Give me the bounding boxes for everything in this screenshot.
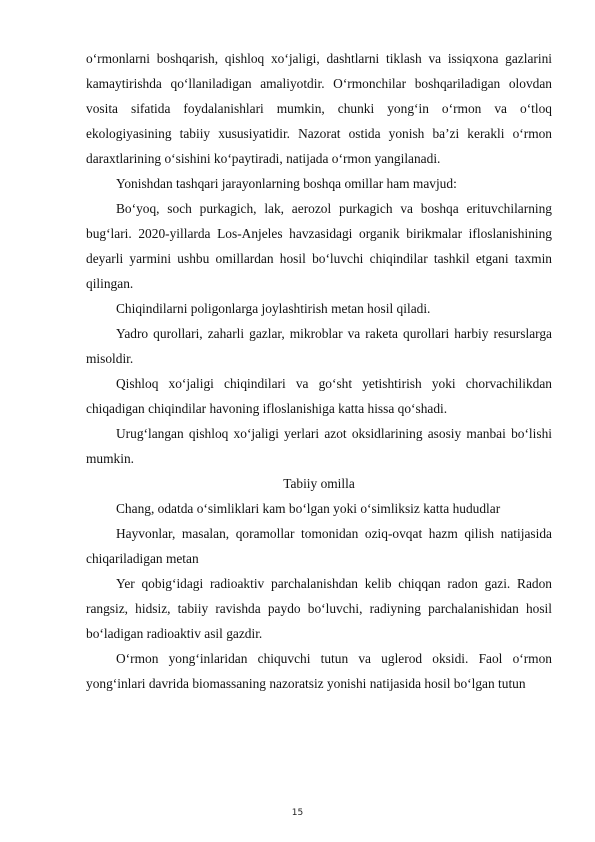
paragraph-fertilized-land: Urug‘langan qishloq xo‘jaligi yerlari azot oksidlarining asosiy manbai bo‘lishi mumkin. <box>86 426 552 466</box>
body-text <box>86 46 552 696</box>
section-heading: Tabiiy omilla <box>283 476 355 491</box>
paragraph-other-factors-intro: Yonishdan tashqari jarayonlarning boshqa omillar ham mavjud: <box>116 176 457 191</box>
paragraph-agricultural-waste: Qishloq xo‘jaligi chiqindilari va go‘sht yetishtirish yoki chorvachilikdan chiqadigan chiqindilar havoning ifloslanishiga katta hissa qo‘shadi. <box>86 376 552 416</box>
paragraph-radon-gas: Yer qobig‘idagi radioaktiv parchalanishdan kelib chiqqan radon gazi. Radon rangsiz, hidsiz, tabiiy ravishda paydo bo‘luvchi, radiyning parchalanishidan hosil bo‘ladigan radioaktiv asil gazdir. <box>86 576 552 641</box>
paragraph-military-resources: Yadro qurollari, zaharli gazlar, mikroblar va raketa qurollari harbiy resurslarga misoldir. <box>86 326 552 366</box>
paragraph-solvent-vapors: Bo‘yoq, soch purkagich, lak, aerozol purkagich va boshqa erituvchilarning bug‘lari. 2020-yillarda Los-Anjeles havzasidagi organik birikmalar ifloslanishining deyarli yarmini ushbu omillardan hosil bo‘luvchi chiqindilar tashkil etgani taxmin qilingan. <box>86 201 552 291</box>
page-number: 15 <box>291 808 304 818</box>
paragraph-dust: Chang, odatda o‘simliklari kam bo‘lgan yoki o‘simliksiz katta hududlar <box>116 501 501 516</box>
paragraph-forest-management: o‘rmonlarni boshqarish, qishloq xo‘jaligi, dashtlarni tiklash va issiqxona gazlarini kamaytirishda qo‘llaniladigan amaliyotdir. O‘rmonchilar boshqariladigan olovdan vosita sifatida foydalanishlari mumkin, chunki yong‘in o‘rmon va o‘tloq ekologiyasining tabiiy xususiyatidir. Nazorat ostida yonish ba’zi kerakli o‘rmon daraxtlarining o‘sishini ko‘paytiradi, natijada o‘rmon yangilanadi. <box>86 51 552 166</box>
paragraph-forest-fire-smoke: O‘rmon yong‘inlaridan chiquvchi tutun va uglerod oksidi. Faol o‘rmon yong‘inlari davrida biomassaning nazoratsiz yonishi natijasida hosil bo‘lgan tutun <box>86 651 552 691</box>
paragraph-landfill-methane: Chiqindilarni poligonlarga joylashtirish metan hosil qiladi. <box>116 301 431 316</box>
paragraph-animal-methane: Hayvonlar, masalan, qoramollar tomonidan oziq-ovqat hazm qilish natijasida chiqariladigan metan <box>86 526 552 566</box>
